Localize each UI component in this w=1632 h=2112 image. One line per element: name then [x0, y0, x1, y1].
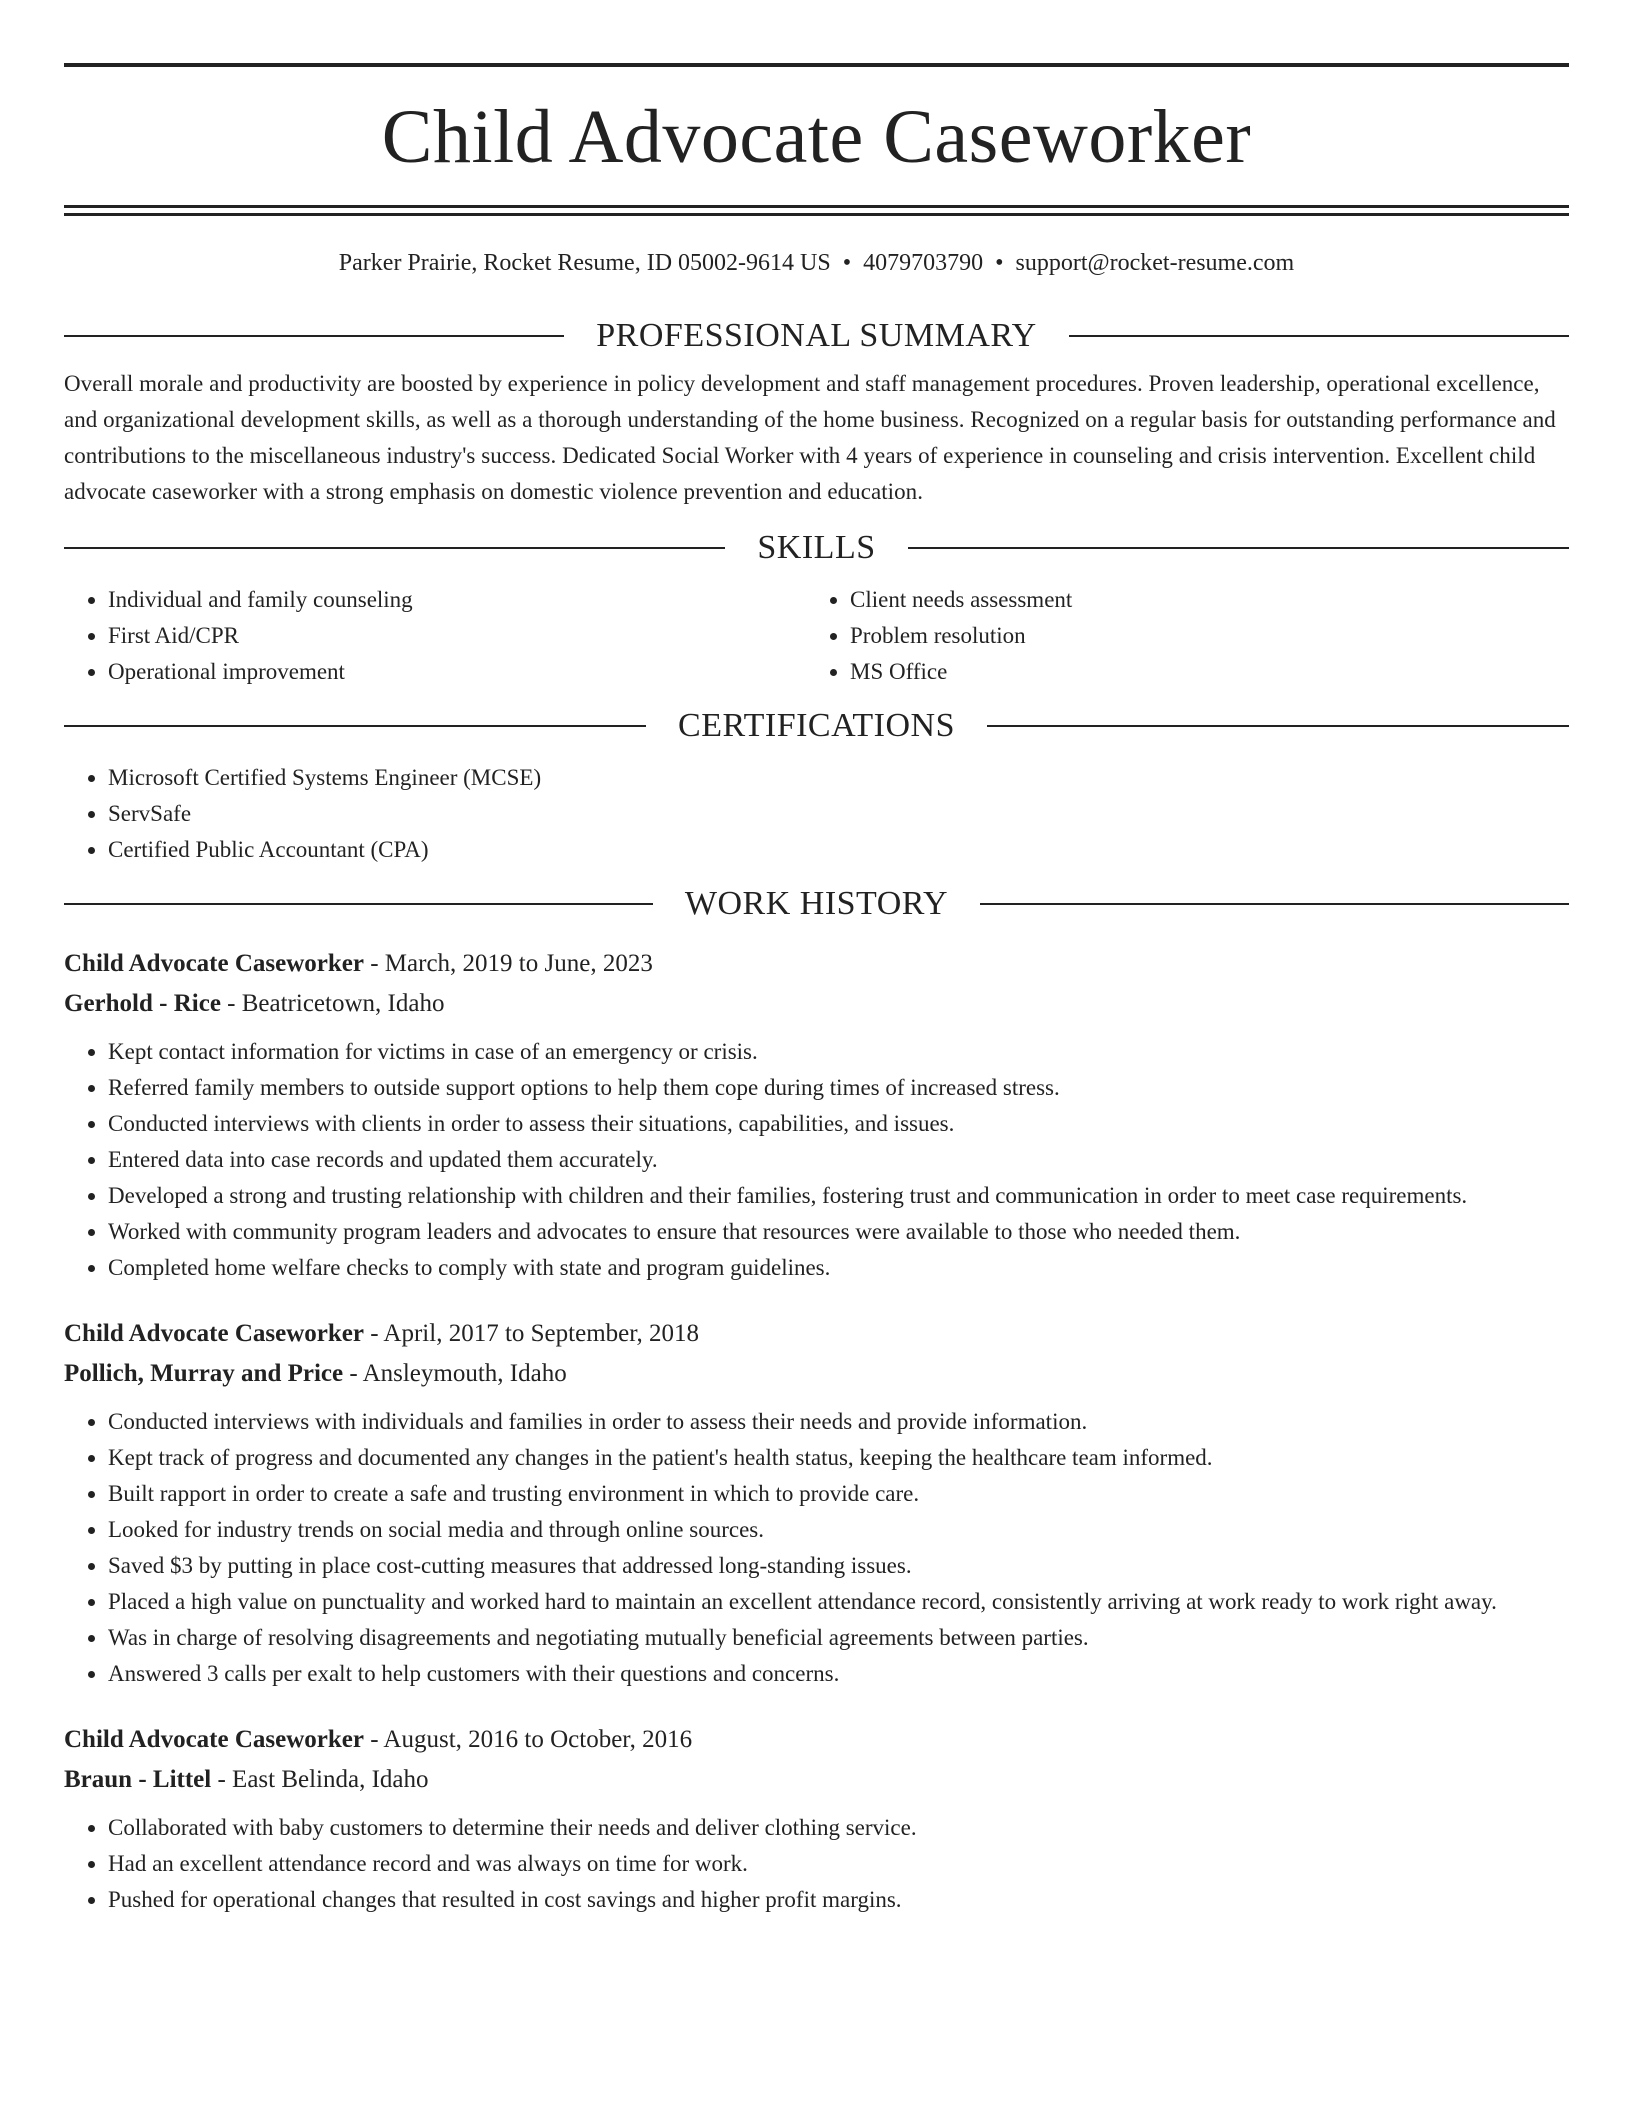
job-entry: [64, 1314, 1569, 1692]
job-duty: • Conducted interviews with individuals and families in order to assess their needs and provide information.: [108, 1404, 1569, 1440]
job-duty: • Was in charge of resolving disagreements and negotiating mutually beneficial agreements between parties.: [108, 1620, 1569, 1656]
job-company: Gerhold - Rice: [64, 990, 221, 1017]
section-rule: [64, 335, 564, 337]
job-location: - Ansleymouth, Idaho: [343, 1360, 567, 1387]
skill-item: • Problem resolution: [850, 618, 1548, 654]
certification-item: • Microsoft Certified Systems Engineer (MCSE): [108, 760, 1569, 796]
job-duty: • Worked with community program leaders and advocates to ensure that resources were available to those who needed them.: [108, 1214, 1569, 1250]
job-dates: - March, 2019 to June, 2023: [363, 950, 653, 977]
skills-column-left: [64, 582, 806, 690]
job-duty: • Kept contact information for victims in case of an emergency or crisis.: [108, 1034, 1569, 1070]
contact-email: support@rocket-resume.com: [1015, 250, 1295, 276]
job-entry: [64, 944, 1569, 1286]
job-duties: [64, 1034, 1569, 1286]
section-rule: [908, 547, 1569, 549]
job-duty: • Had an excellent attendance record and was always on time for work.: [108, 1846, 1569, 1882]
resume-name: Child Advocate Caseworker: [381, 95, 1252, 179]
section-rule: [987, 725, 1569, 727]
skills-section-header: [64, 528, 1569, 568]
contact-separator: •: [995, 250, 1004, 276]
summary-section-header: [64, 316, 1569, 356]
job-duty: • Placed a high value on punctuality and worked hard to maintain an excellent attendance record, consistently arriving at work ready to work right away.: [108, 1584, 1569, 1620]
summary-text: Overall morale and productivity are boosted by experience in policy development and staff management procedures. Proven leadership, operational excellence, and organizational development skills, as well as a thorough understanding of the home business. Recognized on a regular basis for outstanding performance and contributions to the miscellaneous industry's success. Dedicated Social Worker with 4 years of experience in counseling and crisis intervention. Excellent child advocate caseworker with a strong emphasis on domestic violence prevention and education.: [64, 371, 1556, 504]
job-duty: • Conducted interviews with clients in order to assess their situations, capabilities, and issues.: [108, 1106, 1569, 1142]
work-history-heading: WORK HISTORY: [684, 885, 949, 922]
job-duty: • Saved $3 by putting in place cost-cutting measures that addressed long-standing issues.: [108, 1548, 1569, 1584]
job-location: - Beatricetown, Idaho: [220, 990, 445, 1017]
job-duties: [64, 1810, 1569, 1918]
job-company-line: [64, 984, 1569, 1024]
skills-grid: [64, 582, 1569, 690]
section-rule: [1069, 335, 1569, 337]
certification-item: • Certified Public Accountant (CPA): [108, 832, 1569, 868]
work-history-section-header: [64, 884, 1569, 924]
certifications-section-header: [64, 706, 1569, 746]
contact-separator: •: [842, 250, 852, 276]
job-dates: - August, 2016 to October, 2016: [363, 1726, 693, 1753]
job-duty: • Developed a strong and trusting relationship with children and their families, fostering trust and communication in order to meet case requirements.: [108, 1178, 1569, 1214]
job-dates: - April, 2017 to September, 2018: [363, 1320, 700, 1347]
skill-item: • MS Office: [850, 654, 1548, 690]
job-duty: • Collaborated with baby customers to determine their needs and deliver clothing service.: [108, 1810, 1569, 1846]
skills-column-right: [806, 582, 1548, 690]
job-duty: • Kept track of progress and documented any changes in the patient's health status, keeping the healthcare team informed.: [108, 1440, 1569, 1476]
skill-item: • Individual and family counseling: [108, 582, 806, 618]
name-double-rule: [64, 205, 1569, 216]
job-title: Child Advocate Caseworker: [64, 1320, 364, 1347]
contact-address: Parker Prairie, Rocket Resume, ID 05002-9614 US: [338, 250, 831, 276]
job-title-line: [64, 944, 1569, 984]
job-duty: • Answered 3 calls per exalt to help customers with their questions and concerns.: [108, 1656, 1569, 1692]
certifications-list: [64, 760, 1569, 868]
skill-item: • Operational improvement: [108, 654, 806, 690]
summary-heading: PROFESSIONAL SUMMARY: [596, 317, 1037, 354]
top-rule: [64, 63, 1569, 67]
section-rule: [64, 903, 653, 905]
skills-heading: SKILLS: [757, 529, 876, 566]
job-duty: • Built rapport in order to create a safe and trusting environment in which to provide care.: [108, 1476, 1569, 1512]
job-duty: • Completed home welfare checks to comply with state and program guidelines.: [108, 1250, 1569, 1286]
resume-page: [64, 0, 1569, 1918]
certification-item: • ServSafe: [108, 796, 1569, 832]
job-company: Pollich, Murray and Price: [64, 1360, 344, 1387]
job-title: Child Advocate Caseworker: [64, 950, 364, 977]
job-company-line: [64, 1354, 1569, 1394]
job-title-line: [64, 1720, 1569, 1760]
job-duty: • Pushed for operational changes that resulted in cost savings and higher profit margins.: [108, 1882, 1569, 1918]
job-entry: [64, 1720, 1569, 1918]
job-duties: [64, 1404, 1569, 1692]
job-location: - East Belinda, Idaho: [211, 1766, 429, 1793]
section-rule: [64, 547, 725, 549]
section-rule: [64, 725, 646, 727]
job-duty: • Looked for industry trends on social media and through online sources.: [108, 1512, 1569, 1548]
contact-phone: 4079703790: [863, 250, 984, 276]
job-duty: • Entered data into case records and updated them accurately.: [108, 1142, 1569, 1178]
section-rule: [980, 903, 1569, 905]
job-title: Child Advocate Caseworker: [64, 1726, 364, 1753]
job-duty: • Referred family members to outside support options to help them cope during times of increased stress.: [108, 1070, 1569, 1106]
job-title-line: [64, 1314, 1569, 1354]
job-company-line: [64, 1760, 1569, 1800]
job-company: Braun - Littel: [64, 1766, 212, 1793]
certifications-heading: CERTIFICATIONS: [678, 707, 955, 744]
contact-line: [64, 248, 1569, 278]
skill-item: • First Aid/CPR: [108, 618, 806, 654]
skill-item: • Client needs assessment: [850, 582, 1548, 618]
